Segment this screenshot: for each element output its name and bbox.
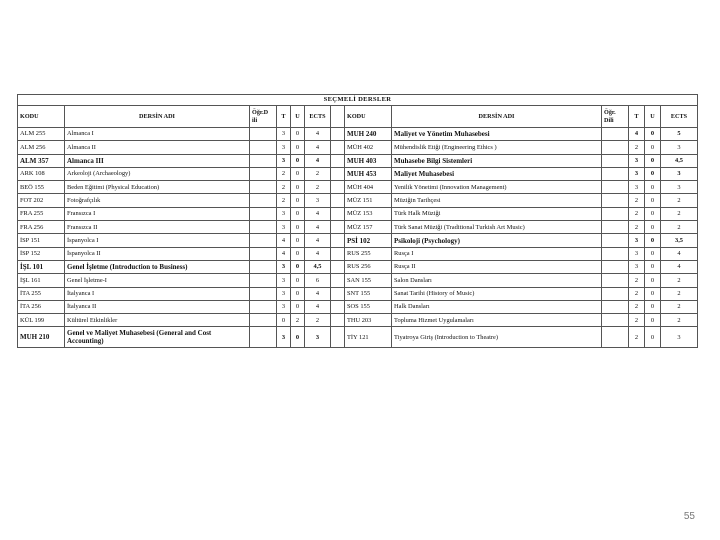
- left-cell-code: ALM 255: [18, 128, 65, 141]
- right-cell-code: SNT 155: [345, 287, 392, 300]
- right-cell-t: 3: [629, 234, 645, 247]
- column-gap: [331, 194, 345, 207]
- left-cell-u: 0: [291, 234, 305, 247]
- right-cell-ects: 2: [661, 207, 698, 220]
- left-cell-name: Fransızca I: [65, 207, 250, 220]
- right-cell-u: 0: [645, 234, 661, 247]
- right-cell-language: [602, 260, 629, 273]
- column-gap: [331, 106, 345, 128]
- left-cell-u: 0: [291, 287, 305, 300]
- left-cell-name: İspanyolca II: [65, 247, 250, 260]
- right-cell-t: 2: [629, 327, 645, 348]
- left-cell-ects: 4: [305, 300, 331, 313]
- table-body: [18, 128, 698, 348]
- left-cell-ects: 3: [305, 194, 331, 207]
- left-cell-name: Kültürel Etkinlikler: [65, 314, 250, 327]
- left-cell-ects: 4,5: [305, 260, 331, 273]
- column-gap: [331, 181, 345, 194]
- left-cell-ects: 4: [305, 141, 331, 154]
- right-cell-name: Müziğin Tarihçesi: [392, 194, 602, 207]
- right-cell-name: Maliyet Muhasebesi: [392, 167, 602, 180]
- right-cell-code: MÜZ 157: [345, 221, 392, 234]
- left-header-t: T: [277, 106, 291, 128]
- left-cell-code: MUH 210: [18, 327, 65, 348]
- column-gap: [331, 314, 345, 327]
- left-cell-t: 3: [277, 300, 291, 313]
- table-row: [18, 207, 698, 220]
- left-cell-t: 3: [277, 141, 291, 154]
- right-header-code: KODU: [345, 106, 392, 128]
- right-cell-code: MUH 453: [345, 167, 392, 180]
- left-cell-u: 0: [291, 141, 305, 154]
- right-cell-code: MÜH 404: [345, 181, 392, 194]
- right-cell-t: 2: [629, 141, 645, 154]
- table-row: [18, 327, 698, 348]
- right-cell-name: Salon Dansları: [392, 274, 602, 287]
- right-cell-code: THU 203: [345, 314, 392, 327]
- column-gap: [331, 167, 345, 180]
- right-cell-code: SAN 155: [345, 274, 392, 287]
- right-cell-code: MÜZ 151: [345, 194, 392, 207]
- right-cell-language: [602, 274, 629, 287]
- right-cell-ects: 3,5: [661, 234, 698, 247]
- left-cell-t: 2: [277, 181, 291, 194]
- right-cell-name: Rusça I: [392, 247, 602, 260]
- right-cell-language: [602, 128, 629, 141]
- column-gap: [331, 247, 345, 260]
- left-cell-u: 0: [291, 247, 305, 260]
- left-header-language: Öğr.D ili: [250, 106, 277, 128]
- left-cell-ects: 2: [305, 167, 331, 180]
- column-gap: [331, 287, 345, 300]
- right-cell-code: RUS 255: [345, 247, 392, 260]
- elective-courses-table: [17, 94, 698, 348]
- right-header-course-name: DERSİN ADI: [392, 106, 602, 128]
- right-cell-t: 2: [629, 221, 645, 234]
- left-cell-t: 3: [277, 154, 291, 167]
- left-cell-ects: 4: [305, 154, 331, 167]
- left-cell-name: Almanca I: [65, 128, 250, 141]
- left-cell-language: [250, 194, 277, 207]
- left-cell-language: [250, 221, 277, 234]
- left-cell-name: İspanyolca I: [65, 234, 250, 247]
- left-cell-t: 3: [277, 327, 291, 348]
- right-cell-language: [602, 327, 629, 348]
- left-cell-t: 4: [277, 234, 291, 247]
- right-cell-name: Tiyatroya Giriş (Introduction to Theatre): [392, 327, 602, 348]
- left-header-u: U: [291, 106, 305, 128]
- header-row: [18, 106, 698, 128]
- table-row: [18, 274, 698, 287]
- left-header-course-name: DERSİN ADI: [65, 106, 250, 128]
- left-cell-language: [250, 167, 277, 180]
- right-cell-code: MÜZ 153: [345, 207, 392, 220]
- right-cell-language: [602, 234, 629, 247]
- left-cell-code: FRA 256: [18, 221, 65, 234]
- left-cell-t: 3: [277, 221, 291, 234]
- table-row: [18, 141, 698, 154]
- right-cell-u: 0: [645, 141, 661, 154]
- right-cell-u: 0: [645, 221, 661, 234]
- right-cell-t: 3: [629, 181, 645, 194]
- left-cell-t: 3: [277, 287, 291, 300]
- left-cell-u: 2: [291, 314, 305, 327]
- right-cell-language: [602, 300, 629, 313]
- right-cell-t: 2: [629, 287, 645, 300]
- right-cell-language: [602, 154, 629, 167]
- left-cell-name: İtalyanca I: [65, 287, 250, 300]
- table-title: SEÇMELİ DERSLER: [18, 95, 698, 106]
- table-row: [18, 247, 698, 260]
- left-cell-code: ALM 256: [18, 141, 65, 154]
- left-cell-code: İSP 152: [18, 247, 65, 260]
- right-cell-t: 3: [629, 154, 645, 167]
- left-cell-t: 2: [277, 167, 291, 180]
- left-cell-u: 0: [291, 181, 305, 194]
- right-header-t: T: [629, 106, 645, 128]
- column-gap: [331, 260, 345, 273]
- right-cell-language: [602, 181, 629, 194]
- right-cell-ects: 3: [661, 141, 698, 154]
- right-cell-ects: 3: [661, 327, 698, 348]
- left-cell-ects: 4: [305, 221, 331, 234]
- left-cell-u: 0: [291, 274, 305, 287]
- right-cell-u: 0: [645, 260, 661, 273]
- column-gap: [331, 234, 345, 247]
- right-header-u: U: [645, 106, 661, 128]
- left-cell-t: 4: [277, 247, 291, 260]
- right-cell-ects: 3: [661, 181, 698, 194]
- right-cell-name: Psikoloji (Psychology): [392, 234, 602, 247]
- left-cell-code: FRA 255: [18, 207, 65, 220]
- right-cell-ects: 2: [661, 314, 698, 327]
- right-cell-code: RUS 256: [345, 260, 392, 273]
- right-cell-language: [602, 314, 629, 327]
- left-cell-t: 2: [277, 194, 291, 207]
- column-gap: [331, 300, 345, 313]
- left-cell-name: Almanca III: [65, 154, 250, 167]
- left-cell-name: Genel ve Maliyet Muhasebesi (General and Cost Accounting): [65, 327, 250, 348]
- right-cell-ects: 4,5: [661, 154, 698, 167]
- column-gap: [331, 207, 345, 220]
- right-cell-language: [602, 247, 629, 260]
- left-cell-ects: 4: [305, 287, 331, 300]
- right-cell-u: 0: [645, 247, 661, 260]
- column-gap: [331, 327, 345, 348]
- right-cell-u: 0: [645, 287, 661, 300]
- left-cell-code: BEÖ 155: [18, 181, 65, 194]
- left-cell-t: 3: [277, 207, 291, 220]
- left-cell-code: İŞL 101: [18, 260, 65, 273]
- right-cell-u: 0: [645, 128, 661, 141]
- right-cell-t: 4: [629, 128, 645, 141]
- left-header-ects: ECTS: [305, 106, 331, 128]
- table-row: [18, 194, 698, 207]
- left-cell-language: [250, 327, 277, 348]
- table-row: [18, 300, 698, 313]
- left-cell-code: İSP 151: [18, 234, 65, 247]
- left-cell-ects: 2: [305, 314, 331, 327]
- right-cell-language: [602, 221, 629, 234]
- left-cell-language: [250, 287, 277, 300]
- elective-courses-table-wrapper: [17, 94, 697, 348]
- left-cell-language: [250, 207, 277, 220]
- left-cell-name: Genel İşletme (Introduction to Business): [65, 260, 250, 273]
- left-cell-language: [250, 247, 277, 260]
- left-cell-code: İTA 256: [18, 300, 65, 313]
- left-cell-t: 3: [277, 260, 291, 273]
- left-cell-ects: 6: [305, 274, 331, 287]
- right-cell-name: Rusça II: [392, 260, 602, 273]
- right-cell-name: Sanat Tarihi (History of Music): [392, 287, 602, 300]
- left-cell-name: Almanca II: [65, 141, 250, 154]
- left-cell-u: 0: [291, 300, 305, 313]
- right-cell-u: 0: [645, 154, 661, 167]
- left-cell-language: [250, 234, 277, 247]
- column-gap: [331, 221, 345, 234]
- left-cell-u: 0: [291, 207, 305, 220]
- right-cell-t: 3: [629, 260, 645, 273]
- left-cell-ects: 4: [305, 207, 331, 220]
- right-cell-ects: 2: [661, 194, 698, 207]
- left-cell-code: ARK 108: [18, 167, 65, 180]
- table-row: [18, 181, 698, 194]
- left-cell-t: 3: [277, 128, 291, 141]
- table-row: [18, 154, 698, 167]
- right-cell-name: Yenilik Yönetimi (Innovation Management): [392, 181, 602, 194]
- left-cell-u: 0: [291, 194, 305, 207]
- right-cell-ects: 4: [661, 247, 698, 260]
- left-cell-t: 0: [277, 314, 291, 327]
- right-cell-ects: 5: [661, 128, 698, 141]
- right-cell-t: 3: [629, 247, 645, 260]
- right-cell-u: 0: [645, 300, 661, 313]
- left-cell-ects: 4: [305, 234, 331, 247]
- left-cell-u: 0: [291, 154, 305, 167]
- left-cell-code: KÜL 199: [18, 314, 65, 327]
- right-header-language: Öğr. Dili: [602, 106, 629, 128]
- left-cell-u: 0: [291, 260, 305, 273]
- right-cell-t: 2: [629, 314, 645, 327]
- right-cell-code: MÜH 402: [345, 141, 392, 154]
- right-cell-name: Türk Sanat Müziği (Traditional Turkish Art Music): [392, 221, 602, 234]
- table-row: [18, 260, 698, 273]
- left-cell-ects: 4: [305, 247, 331, 260]
- column-gap: [331, 128, 345, 141]
- left-cell-code: İTA 255: [18, 287, 65, 300]
- table-row: [18, 314, 698, 327]
- left-cell-name: Arkeoloji (Archaeology): [65, 167, 250, 180]
- right-cell-ects: 3: [661, 167, 698, 180]
- right-cell-language: [602, 141, 629, 154]
- left-header-code: KODU: [18, 106, 65, 128]
- left-cell-t: 3: [277, 274, 291, 287]
- right-cell-u: 0: [645, 327, 661, 348]
- right-cell-language: [602, 287, 629, 300]
- right-cell-ects: 2: [661, 274, 698, 287]
- right-cell-name: Muhasebe Bilgi Sistemleri: [392, 154, 602, 167]
- left-cell-name: Genel İşletme-I: [65, 274, 250, 287]
- table-row: [18, 287, 698, 300]
- left-cell-ects: 2: [305, 181, 331, 194]
- left-cell-language: [250, 128, 277, 141]
- right-cell-code: SOS 155: [345, 300, 392, 313]
- column-gap: [331, 274, 345, 287]
- right-cell-t: 3: [629, 167, 645, 180]
- right-cell-u: 0: [645, 167, 661, 180]
- right-cell-u: 0: [645, 207, 661, 220]
- left-cell-language: [250, 314, 277, 327]
- left-cell-name: İtalyanca II: [65, 300, 250, 313]
- left-cell-ects: 4: [305, 128, 331, 141]
- right-cell-ects: 2: [661, 300, 698, 313]
- right-cell-ects: 2: [661, 221, 698, 234]
- left-cell-u: 0: [291, 221, 305, 234]
- right-cell-u: 0: [645, 314, 661, 327]
- right-cell-code: MUH 240: [345, 128, 392, 141]
- right-cell-code: MUH 403: [345, 154, 392, 167]
- right-cell-name: Halk Dansları: [392, 300, 602, 313]
- column-gap: [331, 154, 345, 167]
- left-cell-code: ALM 357: [18, 154, 65, 167]
- left-cell-language: [250, 260, 277, 273]
- table-row: [18, 234, 698, 247]
- right-cell-ects: 2: [661, 287, 698, 300]
- right-cell-t: 2: [629, 194, 645, 207]
- right-cell-t: 2: [629, 274, 645, 287]
- right-cell-language: [602, 207, 629, 220]
- right-cell-code: PSİ 102: [345, 234, 392, 247]
- left-cell-name: Fransızca II: [65, 221, 250, 234]
- right-cell-t: 2: [629, 207, 645, 220]
- left-cell-u: 0: [291, 327, 305, 348]
- right-cell-name: Maliyet ve Yönetim Muhasebesi: [392, 128, 602, 141]
- column-gap: [331, 141, 345, 154]
- right-cell-name: Türk Halk Müziği: [392, 207, 602, 220]
- left-cell-language: [250, 154, 277, 167]
- left-cell-code: İŞL 161: [18, 274, 65, 287]
- right-cell-language: [602, 167, 629, 180]
- left-cell-u: 0: [291, 128, 305, 141]
- right-cell-name: Topluma Hizmet Uygulamaları: [392, 314, 602, 327]
- left-cell-code: FOT 202: [18, 194, 65, 207]
- table-row: [18, 221, 698, 234]
- left-cell-name: Beden Eğitimi (Physical Education): [65, 181, 250, 194]
- left-cell-language: [250, 300, 277, 313]
- table-row: [18, 167, 698, 180]
- right-cell-name: Mühendislik Etiği (Engineering Ethics ): [392, 141, 602, 154]
- right-cell-ects: 4: [661, 260, 698, 273]
- left-cell-ects: 3: [305, 327, 331, 348]
- right-cell-u: 0: [645, 194, 661, 207]
- left-cell-language: [250, 274, 277, 287]
- right-cell-code: TİY 121: [345, 327, 392, 348]
- table-row: [18, 128, 698, 141]
- right-cell-u: 0: [645, 274, 661, 287]
- left-cell-language: [250, 141, 277, 154]
- left-cell-name: Fotoğrafçılık: [65, 194, 250, 207]
- page-number: 55: [683, 511, 695, 522]
- right-cell-u: 0: [645, 181, 661, 194]
- left-cell-u: 0: [291, 167, 305, 180]
- right-header-ects: ECTS: [661, 106, 698, 128]
- left-cell-language: [250, 181, 277, 194]
- right-cell-t: 2: [629, 300, 645, 313]
- right-cell-language: [602, 194, 629, 207]
